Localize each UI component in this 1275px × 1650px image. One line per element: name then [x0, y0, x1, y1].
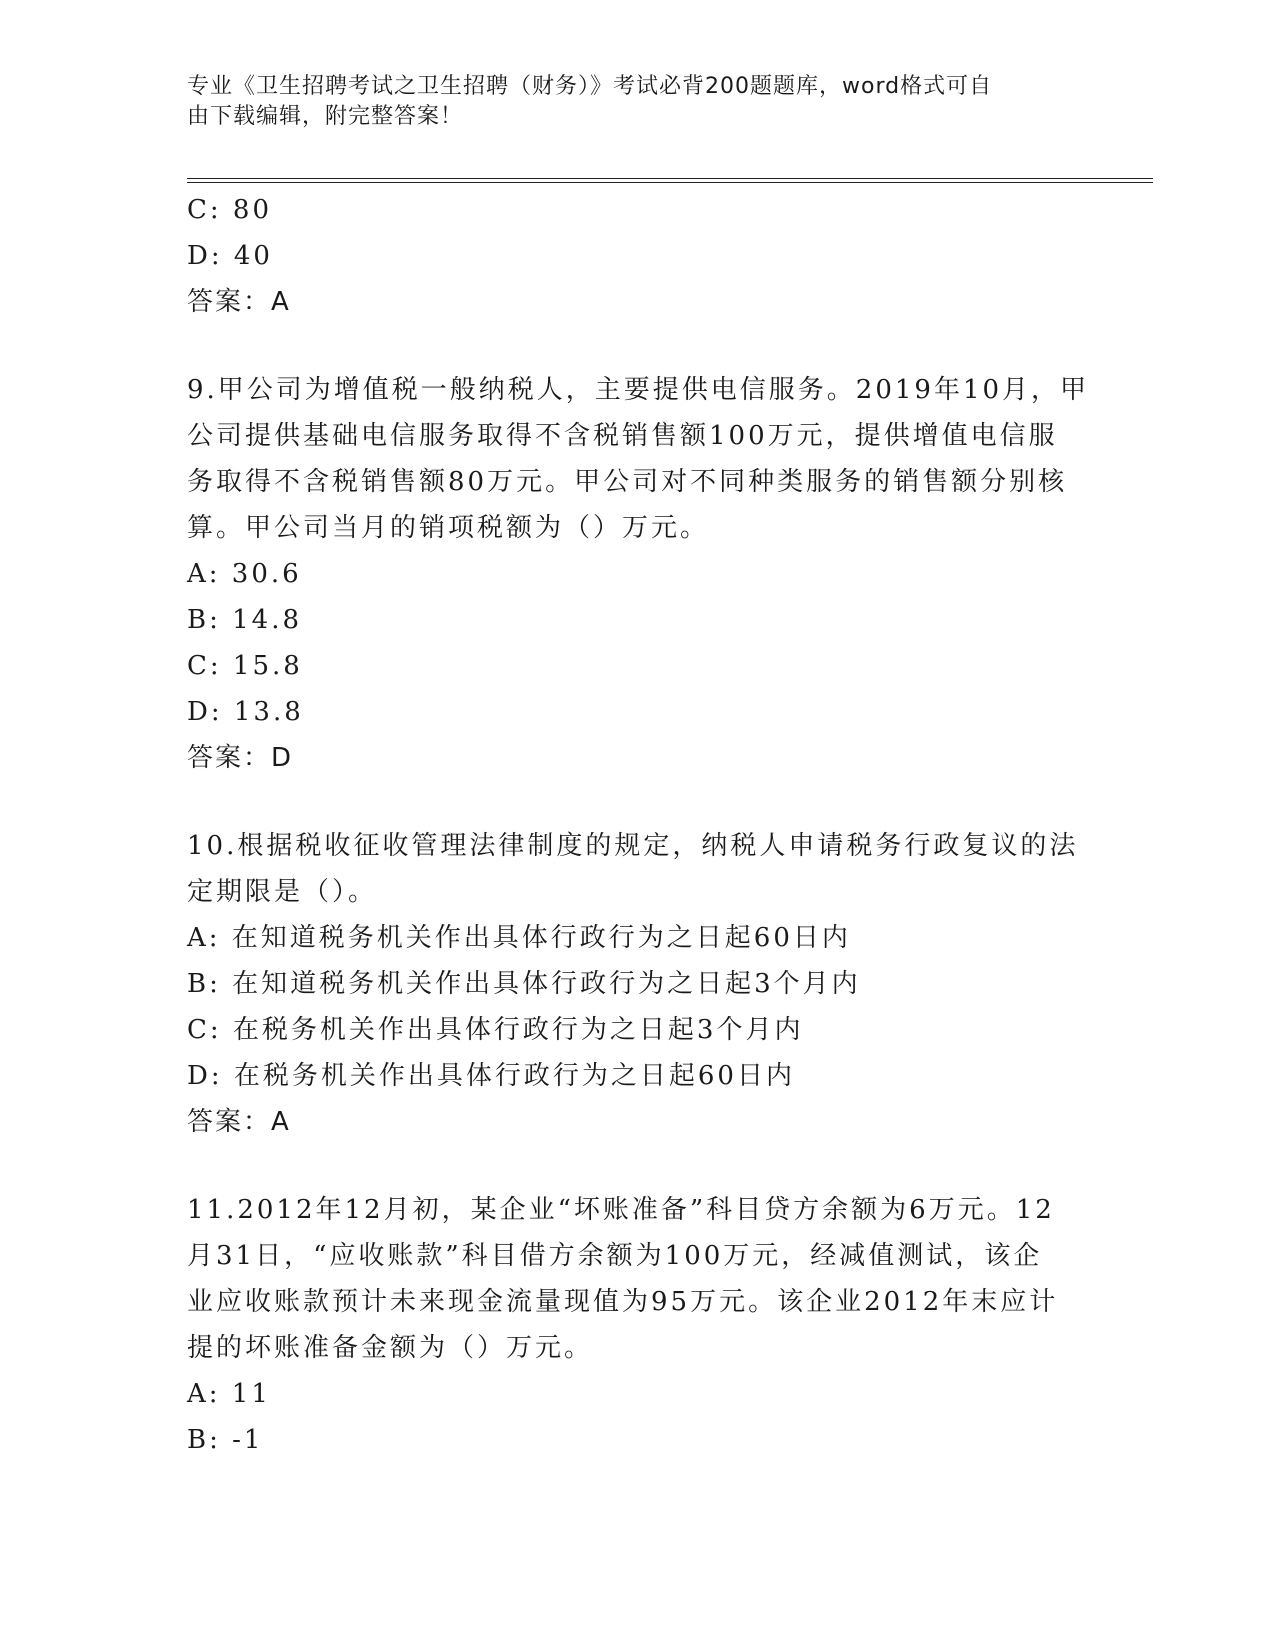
option-d: D: 13.8 [187, 697, 304, 727]
spacer [187, 1145, 1087, 1187]
question-text-line: 11.2012年12月初，某企业“坏账准备”科目贷方余额为6万元。12 [187, 1195, 1055, 1225]
option-c: C: 15.8 [187, 651, 303, 681]
header-rule-bottom [187, 182, 1153, 183]
question-9 [187, 367, 1090, 781]
question-text-line: 算。甲公司当月的销项税额为（）万元。 [187, 513, 710, 543]
answer: 答案：A [187, 287, 291, 317]
question-11 [187, 1187, 1087, 1463]
question-text-line: 10.根据税收征收管理法律制度的规定，纳税人申请税务行政复议的法 [187, 831, 1079, 861]
answer: 答案：A [187, 1107, 291, 1137]
option-d: D: 在税务机关作出具体行政行为之日起60日内 [187, 1061, 795, 1091]
answer: 答案：D [187, 743, 294, 773]
document-body [187, 187, 1090, 1463]
question-8-tail [187, 187, 1087, 325]
question-text-line: 公司提供基础电信服务取得不含税销售额100万元，提供增值电信服 [187, 421, 1058, 451]
option-a: A: 在知道税务机关作出具体行政行为之日起60日内 [187, 923, 851, 953]
question-text-line: 提的坏账准备金额为（）万元。 [187, 1333, 594, 1363]
question-text-line: 务取得不含税销售额80万元。甲公司对不同种类服务的销售额分别核 [187, 467, 1068, 497]
option-a: A: 30.6 [187, 559, 302, 589]
header-rule-top [187, 178, 1153, 179]
option-b: B: 14.8 [187, 605, 303, 635]
document-header [187, 72, 1067, 132]
spacer [187, 325, 1087, 367]
option-a: A: 11 [187, 1379, 271, 1409]
option-b: B: -1 [187, 1425, 264, 1455]
spacer [187, 781, 1087, 823]
question-text-line: 9.甲公司为增值税一般纳税人，主要提供电信服务。2019年10月，甲 [187, 375, 1090, 405]
option-d: D: 40 [187, 241, 273, 271]
question-text-line: 月31日，“应收账款”科目借方余额为100万元，经减值测试，该企 [187, 1241, 1043, 1271]
header-title-line-1: 专业《卫生招聘考试之卫生招聘（财务）》考试必背200题题库，word格式可自 [187, 74, 993, 99]
header-title-line-2: 由下载编辑，附完整答案！ [187, 104, 464, 129]
option-c: C: 在税务机关作出具体行政行为之日起3个月内 [187, 1015, 804, 1045]
option-c: C: 80 [187, 195, 273, 225]
question-text-line: 定期限是（）。 [187, 877, 378, 907]
question-text-line: 业应收账款预计未来现金流量现值为95万元。该企业2012年末应计 [187, 1287, 1059, 1317]
question-10 [187, 823, 1087, 1145]
option-b: B: 在知道税务机关作出具体行政行为之日起3个月内 [187, 969, 861, 999]
